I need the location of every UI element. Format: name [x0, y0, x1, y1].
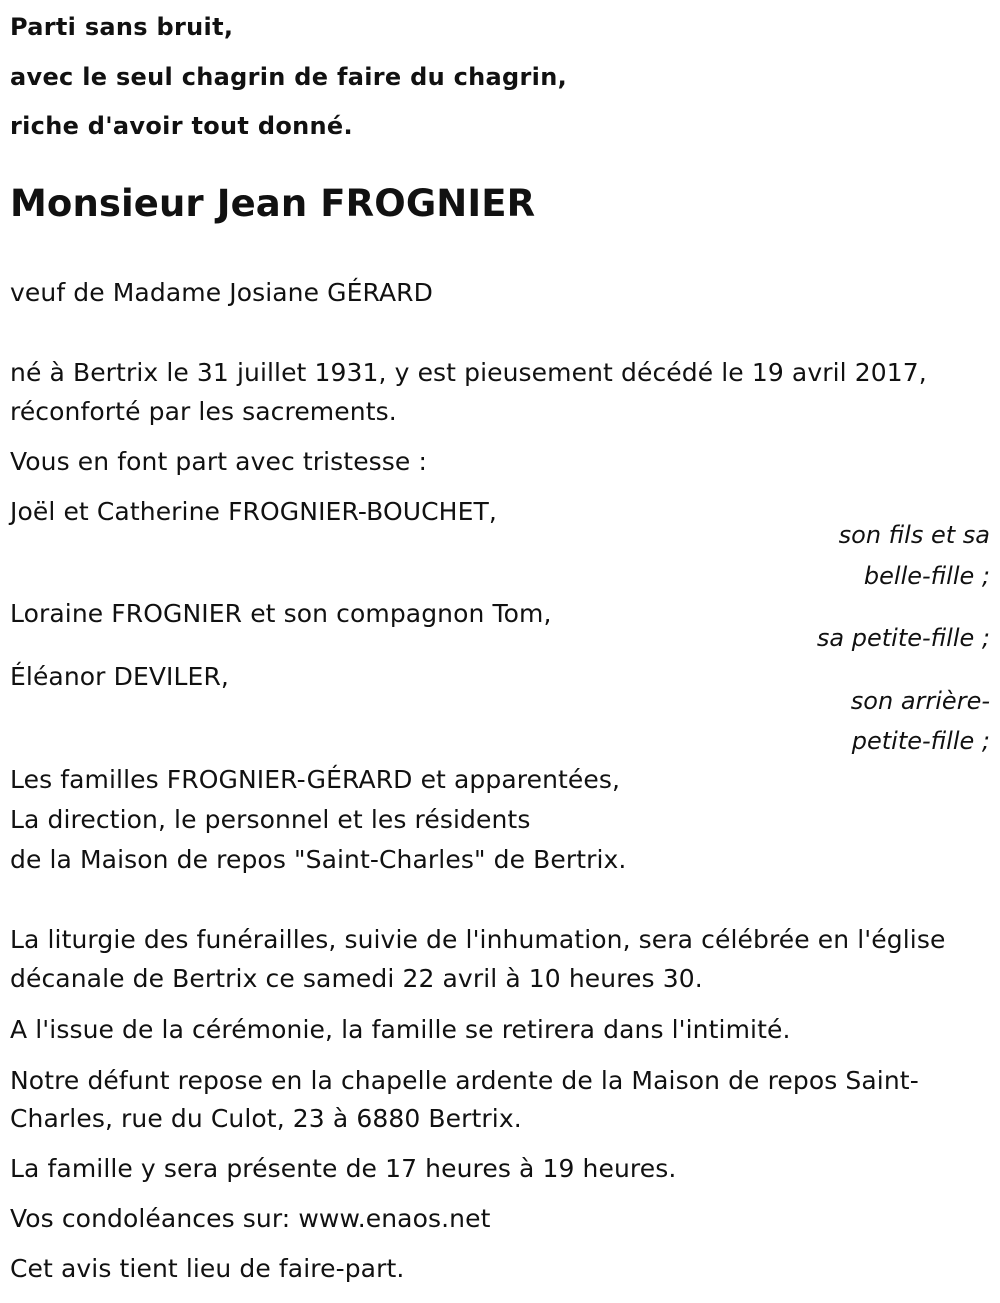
repose-line-1: Notre défunt repose en la chapelle ardente de la Maison de repos Saint-	[10, 1066, 919, 1095]
funeral-line-2: décanale de Bertrix ce samedi 22 avril à 10 heures 30.	[10, 964, 703, 993]
epigraph-line-3: riche d'avoir tout donné.	[10, 112, 353, 140]
family-member-name: Éléanor DEVILER,	[10, 662, 229, 691]
family-member-relation: son fils et sa	[838, 521, 990, 549]
family-member-relation: belle-fille ;	[863, 562, 990, 590]
ceremony-note: A l'issue de la cérémonie, la famille se retirera dans l'intimité.	[10, 1015, 791, 1044]
family-member-name: Joël et Catherine FROGNIER-BOUCHET,	[10, 497, 497, 526]
condolences-line: Vos condoléances sur: www.enaos.net	[10, 1204, 491, 1233]
funeral-line-1: La liturgie des funérailles, suivie de l'inhumation, sera célébrée en l'église	[10, 925, 946, 954]
birth-death-line-1: né à Bertrix le 31 juillet 1931, y est pieusement décédé le 19 avril 2017,	[10, 358, 927, 387]
presence-line: La famille y sera présente de 17 heures à 19 heures.	[10, 1154, 677, 1183]
family-member-relation: sa petite-fille ;	[816, 624, 990, 652]
repose-line-2: Charles, rue du Culot, 23 à 6880 Bertrix.	[10, 1104, 522, 1133]
epigraph-line-2: avec le seul chagrin de faire du chagrin,	[10, 63, 567, 91]
others-line-1: Les familles FROGNIER-GÉRARD et apparentées,	[10, 765, 621, 794]
others-line-3: de la Maison de repos "Saint-Charles" de Bertrix.	[10, 845, 627, 874]
announce-intro: Vous en font part avec tristesse :	[10, 447, 427, 476]
spouse-line: veuf de Madame Josiane GÉRARD	[10, 278, 434, 307]
family-member-relation: son arrière-	[850, 687, 990, 715]
deceased-name: Monsieur Jean FROGNIER	[10, 182, 536, 225]
others-line-2: La direction, le personnel et les résidents	[10, 805, 531, 834]
family-member-relation: petite-fille ;	[851, 727, 990, 755]
family-member-name: Loraine FROGNIER et son compagnon Tom,	[10, 599, 552, 628]
closing-line: Cet avis tient lieu de faire-part.	[10, 1254, 405, 1283]
epigraph-line-1: Parti sans bruit,	[10, 13, 234, 41]
birth-death-line-2: réconforté par les sacrements.	[10, 397, 397, 426]
